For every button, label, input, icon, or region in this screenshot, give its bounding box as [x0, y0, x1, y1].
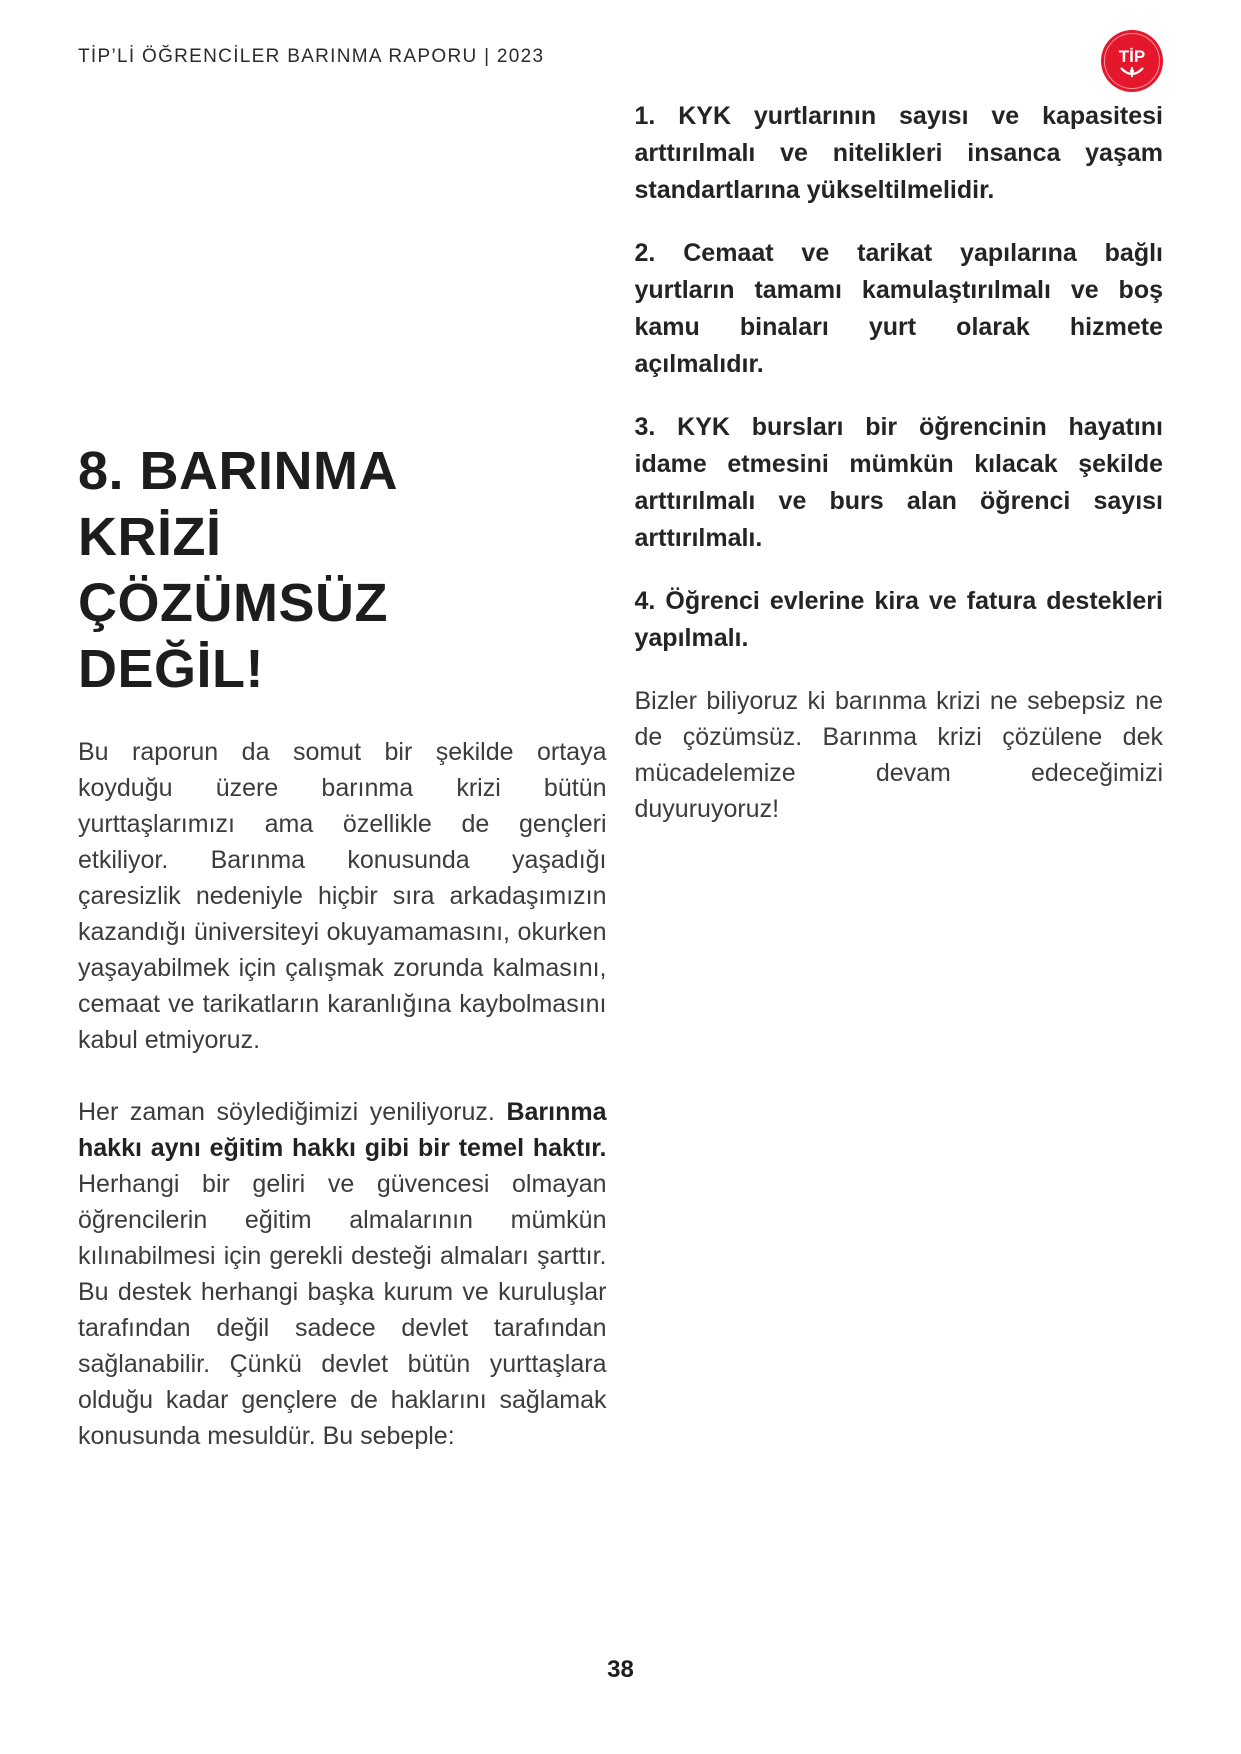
paragraph-2-intro-text: Her zaman söylediğimizi yeniliyoruz. [78, 1098, 507, 1126]
report-header-title: TİP’Lİ ÖĞRENCİLER BARINMA RAPORU | 2023 [78, 46, 545, 67]
page-header [78, 30, 1163, 94]
tip-logo [1101, 30, 1163, 92]
numbered-item-1: 1. KYK yurtlarının sayısı ve kapasitesi arttırılmalı ve nitelikleri insanca yaşam standartlarına yükseltilmelidir. [634, 102, 1163, 204]
right-column [635, 98, 1164, 1454]
body-paragraph-1: Bu raporun da somut bir şekilde ortaya koyduğu üzere barınma krizi bütün yurttaşlarımızı ama özellikle de gençleri etkiliyor. Barınma konusunda yaşadığı çaresizlik nedeniyle hiçbir sıra arkadaşımızın kazandığı üniversiteyi okuyamamasını, okurken yaşayabilmek için çalışmak zorunda kalmasını, cemaat ve tarikatların karanlığına kaybolmasını kabul etmiyoruz. [78, 738, 607, 1054]
closing-paragraph: Bizler biliyoruz ki barınma krizi ne sebepsiz ne de çözümsüz. Barınma krizi çözülene dek mücadelemize devam edeceğimizi duyuruyoruz! [634, 687, 1163, 823]
tip-logo-text: TİP [1118, 47, 1146, 66]
section-heading [78, 438, 607, 702]
paragraph-2-bold-text: Barınma hakkı aynı eğitim hakkı gibi bir temel haktır. [78, 1098, 607, 1162]
heading-line-2: KRİZİ [78, 507, 222, 567]
left-column [78, 98, 607, 1454]
page-number: 38 [607, 1656, 634, 1683]
heading-line-1: 8. BARINMA [78, 441, 399, 501]
heading-line-4: DEĞİL! [78, 639, 264, 699]
paragraph-2-rest-text: Herhangi bir geliri ve güvencesi olmayan öğrencilerin eğitim almalarının mümkün kılınabilmesi için gerekli desteği almaları şarttır. Bu destek herhangi başka kurum ve kuruluşlar tarafından değil sadece devlet tarafından sağlanabilir. Çünkü devlet bütün yurttaşlara olduğu kadar gençlere de haklarını sağlamak konusunda mesuldür. Bu sebeple: [78, 1170, 607, 1450]
numbered-item-3: 3. KYK bursları bir öğrencinin hayatını idame etmesini mümkün kılacak şekilde arttırılmalı ve burs alan öğrenci sayısı arttırılmalı. [634, 413, 1163, 552]
tip-logo-icon [1101, 30, 1163, 92]
body-paragraph-2 [78, 1094, 607, 1454]
numbered-item-4: 4. Öğrenci evlerine kira ve fatura destekleri yapılmalı. [634, 587, 1163, 652]
numbered-item-2: 2. Cemaat ve tarikat yapılarına bağlı yurtların tamamı kamulaştırılmalı ve boş kamu binaları yurt olarak hizmete açılmalıdır. [634, 239, 1163, 378]
heading-line-3: ÇÖZÜMSÜZ [78, 573, 388, 633]
two-column-layout [78, 98, 1163, 1454]
page-footer [0, 1656, 1241, 1684]
